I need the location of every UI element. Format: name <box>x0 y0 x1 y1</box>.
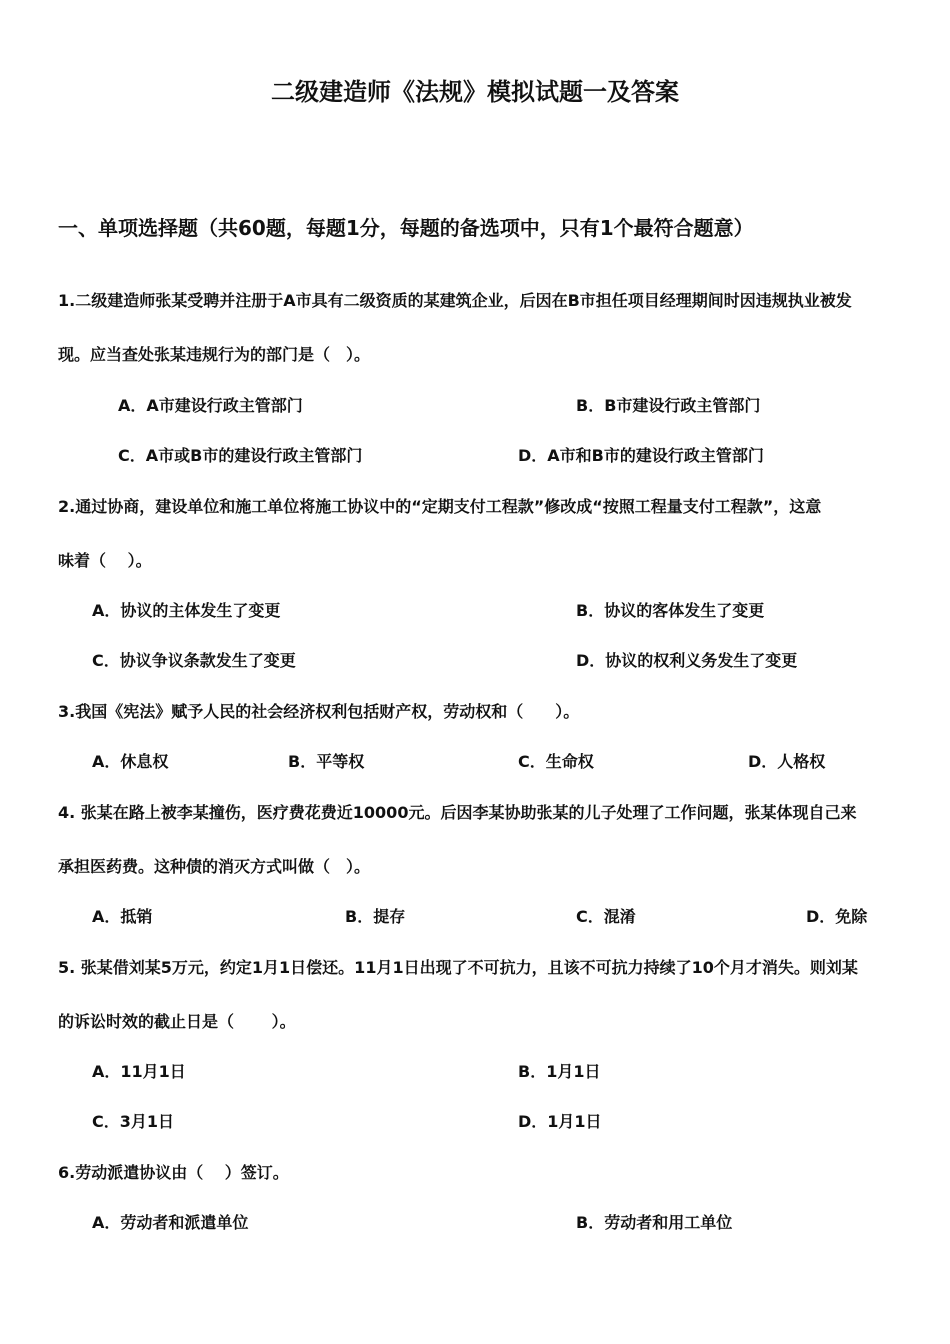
question-4-option-a: A．抵销 <box>92 907 153 926</box>
question-2-line-2: 味着（ ）。 <box>58 551 152 570</box>
question-4-option-d: D．免除 <box>806 907 868 926</box>
question-2-option-c: C．协议争议条款发生了变更 <box>92 651 296 670</box>
question-4-line-1: 4. 张某在路上被李某撞伤，医疗费花费近10000元。后因李某协助张某的儿子处理了工作问题，张某体现自己来 <box>58 803 857 822</box>
question-1-option-b: B．B市建设行政主管部门 <box>576 396 761 415</box>
question-4-option-c: C．混淆 <box>576 907 636 926</box>
question-4-option-b: B．提存 <box>345 907 406 926</box>
question-5-line-1: 5. 张某借刘某5万元，约定1月1日偿还。11月1日出现了不可抗力，且该不可抗力持续了10个月才消失。则刘某 <box>58 958 858 977</box>
question-2-option-a: A．协议的主体发生了变更 <box>92 601 281 620</box>
question-5-option-a: A．11月1日 <box>92 1062 186 1081</box>
question-1-line-2: 现。应当查处张某违规行为的部门是（ ）。 <box>58 345 371 364</box>
question-6-option-a: A．劳动者和派遣单位 <box>92 1213 249 1232</box>
question-2-option-b: B．协议的客体发生了变更 <box>576 601 765 620</box>
question-3-line-1: 3.我国《宪法》赋予人民的社会经济权利包括财产权，劳动权和（ ）。 <box>58 702 580 721</box>
question-2-line-1: 2.通过协商，建设单位和施工单位将施工协议中的“定期支付工程款”修改成“按照工程量支付工程款”，这意 <box>58 497 822 516</box>
question-5-line-2: 的诉讼时效的截止日是（ ）。 <box>58 1012 296 1031</box>
question-1-option-a: A．A市建设行政主管部门 <box>118 396 303 415</box>
question-6-line-1: 6.劳动派遣协议由（ ）签订。 <box>58 1163 289 1182</box>
question-1-option-d: D．A市和B市的建设行政主管部门 <box>518 446 764 465</box>
document-title: 二级建造师《法规》模拟试题一及答案 <box>271 78 679 106</box>
question-6-option-b: B．劳动者和用工单位 <box>576 1213 733 1232</box>
question-5-option-d: D．1月1日 <box>518 1112 602 1131</box>
question-4-line-2: 承担医药费。这种债的消灭方式叫做（ ）。 <box>58 857 371 876</box>
question-5-option-b: B．1月1日 <box>518 1062 601 1081</box>
question-5-option-c: C．3月1日 <box>92 1112 175 1131</box>
question-2-option-d: D．协议的权利义务发生了变更 <box>576 651 798 670</box>
section-heading: 一、单项选择题（共60题，每题1分，每题的备选项中，只有1个最符合题意） <box>58 216 754 240</box>
question-3-option-c: C．生命权 <box>518 752 594 771</box>
question-3-option-d: D．人格权 <box>748 752 826 771</box>
question-1-option-c: C．A市或B市的建设行政主管部门 <box>118 446 363 465</box>
question-3-option-b: B．平等权 <box>288 752 365 771</box>
question-3-option-a: A．休息权 <box>92 752 169 771</box>
question-1-line-1: 1.二级建造师张某受聘并注册于A市具有二级资质的某建筑企业，后因在B市担任项目经理期间时因违规执业被发 <box>58 291 852 310</box>
